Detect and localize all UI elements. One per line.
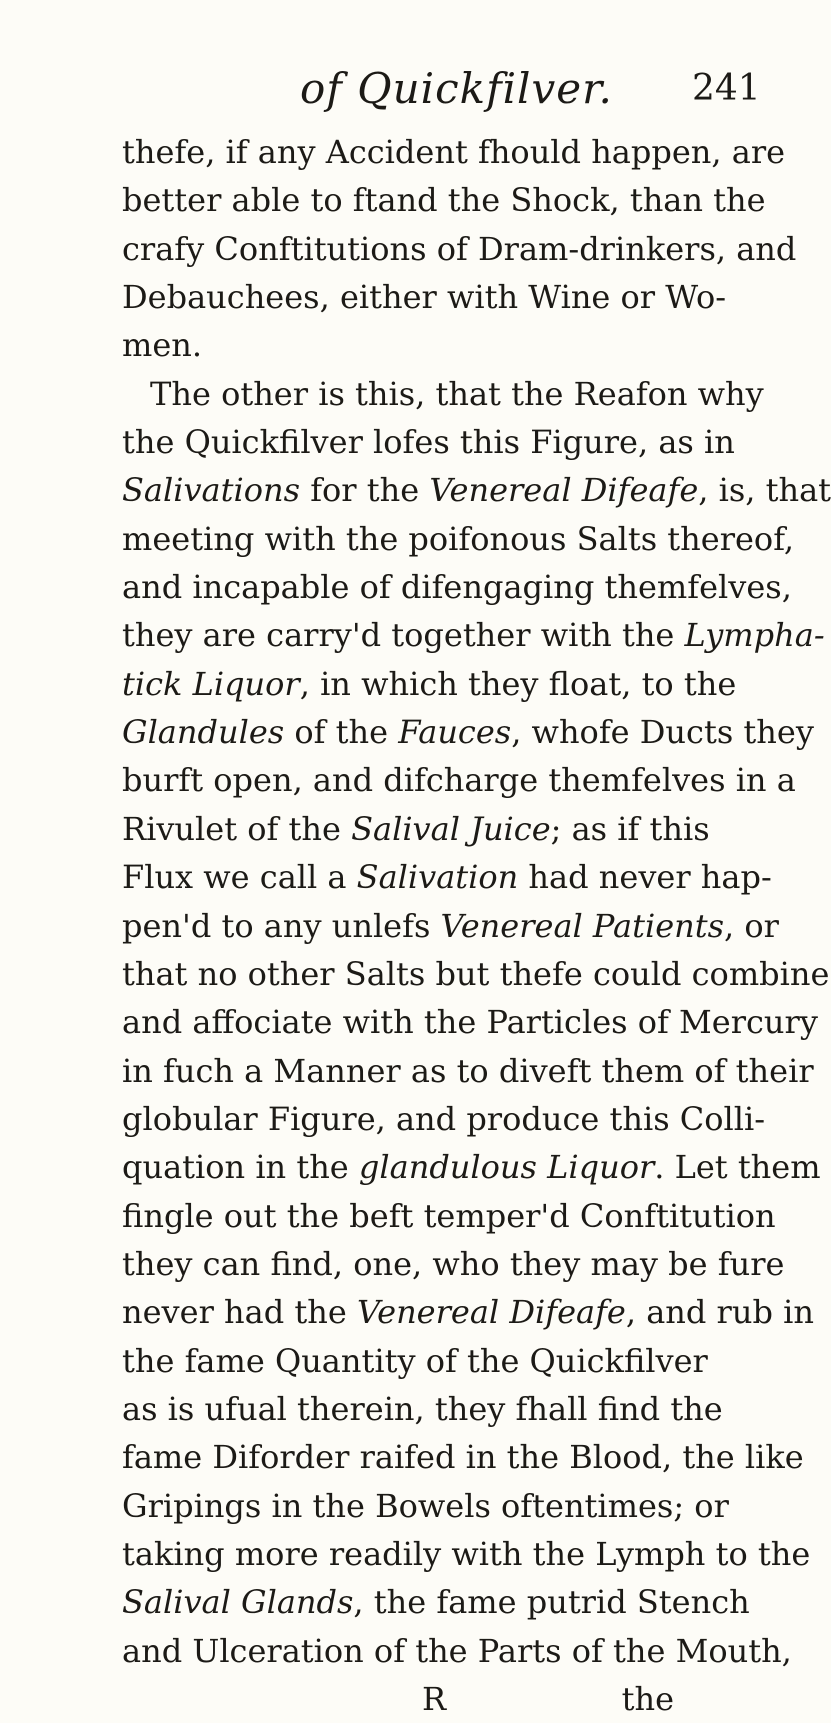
text-line: and incapable of difengaging themfelves, [122, 568, 792, 607]
body-text [122, 128, 831, 1723]
text-line: fame Diforder raifed in the Blood, the like [122, 1438, 804, 1477]
text-line: Gripings in the Bowels oftentimes; or [122, 1486, 729, 1525]
italic-term: Glandules [122, 713, 285, 752]
running-title: of Quickfilver. [300, 64, 613, 113]
text-line: Salivations for the Venereal Difeafe, is, that [122, 471, 831, 510]
text-line: men. [122, 326, 203, 365]
text-line: Flux we call a Salivation had never hap- [122, 858, 772, 897]
text-line: in fuch a Manner as to diveft them of their [122, 1051, 814, 1090]
text-line: the Quickfilver lofes this Figure, as in [122, 423, 735, 462]
text-line: and affociate with the Particles of Mercury [122, 1003, 818, 1042]
text-line: they can find, one, who they may be fure [122, 1244, 785, 1283]
text-line: and Ulceration of the Parts of the Mouth, [122, 1631, 792, 1670]
italic-term: Venereal Patients [440, 906, 725, 945]
page-footer [122, 1675, 682, 1723]
text-line: as is ufual therein, they fhall find the [122, 1389, 723, 1428]
italic-term: Salivation [356, 858, 519, 897]
signature-mark: R [422, 1680, 447, 1718]
text-line: crafy Conftitutions of Dram-drinkers, and [122, 229, 797, 268]
text-line: that no other Salts but thefe could combine [122, 954, 830, 993]
text-line: quation in the glandulous Liquor. Let them [122, 1148, 821, 1187]
text-line: thefe, if any Accident fhould happen, are [122, 133, 786, 171]
text-line: they are carry'd together with the Lympha- [122, 616, 825, 655]
italic-term: Venereal Difeafe [429, 471, 699, 510]
text-line: globular Figure, and produce this Colli- [122, 1099, 766, 1138]
text-line: burft open, and difcharge themfelves in a [122, 761, 796, 800]
italic-term: Fauces [398, 713, 512, 752]
paragraph-start-line: The other is this, that the Reafon why [150, 374, 764, 413]
text-line: never had the Venereal Difeafe, and rub in [122, 1293, 814, 1332]
catchword: the [621, 1680, 674, 1718]
page-header [0, 64, 800, 114]
italic-term: glandulous Liquor [358, 1148, 655, 1187]
page-number: 241 [692, 68, 761, 109]
italic-term: Venereal Difeafe [356, 1293, 626, 1332]
text-line: the fame Quantity of the Quickfilver [122, 1341, 708, 1380]
italic-term: tick Liquor [122, 664, 300, 703]
text-line: Rivulet of the Salival Juice; as if this [122, 809, 710, 848]
italic-term: Lympha- [684, 616, 825, 655]
italic-term: Salival Juice [351, 809, 551, 848]
text-line: taking more readily with the Lymph to the [122, 1534, 811, 1573]
text-line: Salival Glands, the fame putrid Stench [122, 1583, 750, 1622]
text-line: Glandules of the Fauces, whofe Ducts they [122, 713, 814, 752]
italic-term: Salivations [122, 471, 301, 510]
italic-term: Salival Glands [122, 1583, 354, 1622]
text-line: pen'd to any unlefs Venereal Patients, or [122, 906, 779, 945]
text-line: Debauchees, either with Wine or Wo- [122, 278, 727, 317]
text-line: tick Liquor, in which they float, to the [122, 664, 737, 703]
text-line: fingle out the beft temper'd Conftitution [122, 1196, 776, 1235]
text-line: meeting with the poifonous Salts thereof, [122, 519, 795, 558]
text-line: better able to ftand the Shock, than the [122, 181, 766, 220]
